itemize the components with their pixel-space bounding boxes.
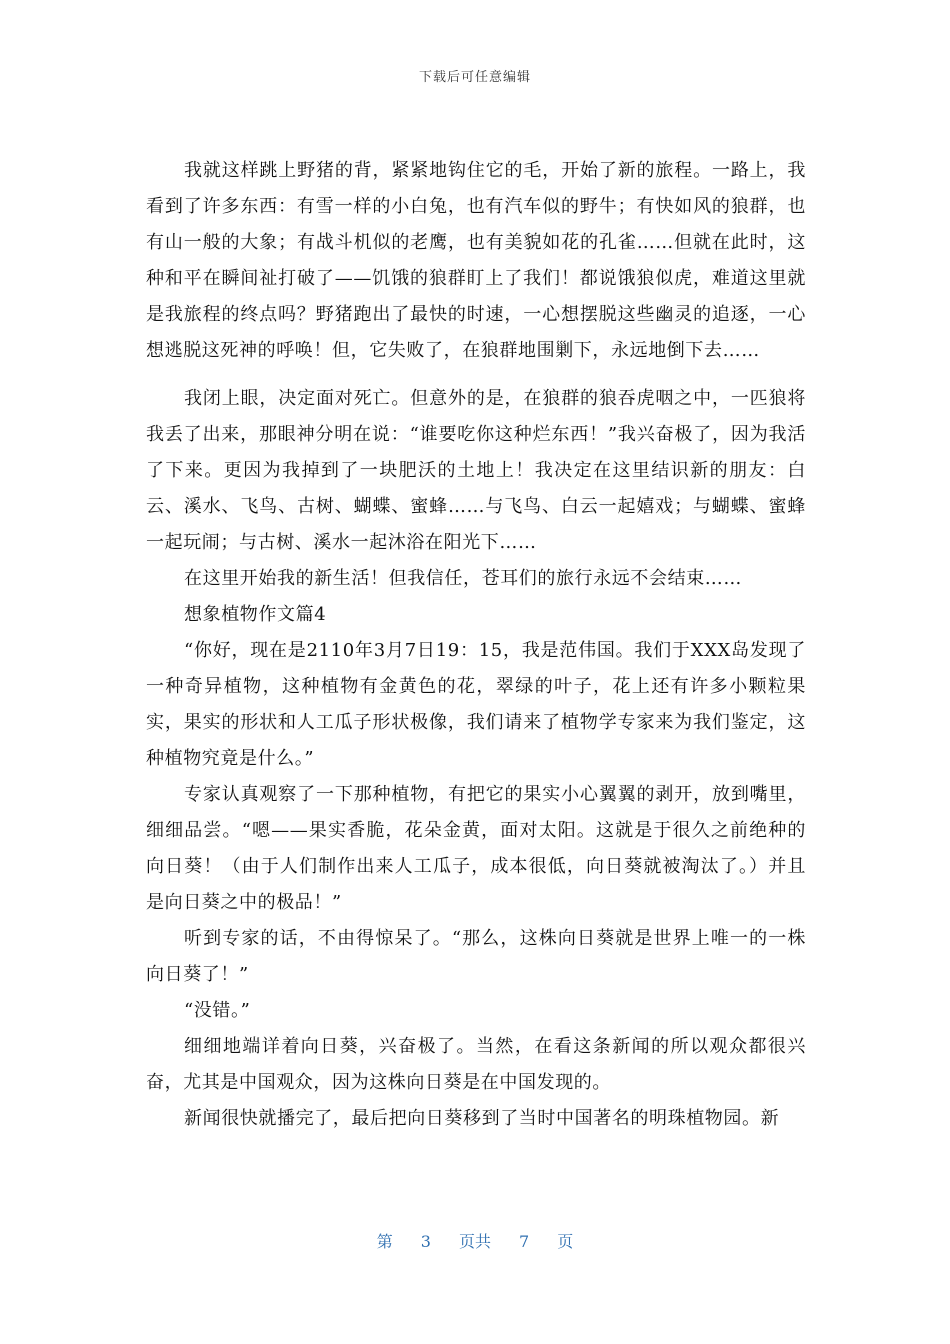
footer-suffix: 页 <box>557 1232 574 1251</box>
footer-total-pages: 7 <box>519 1232 530 1251</box>
paragraph-9: 新闻很快就播完了，最后把向日葵移到了当时中国著名的明珠植物园。新 <box>184 1108 780 1129</box>
paragraph-8: 细细地端详着向日葵，兴奋极了。当然，在看这条新闻的所以观众都很兴奋，尤其是中国观众，因为这株向日葵是在中国发现的。 <box>146 1036 806 1093</box>
page-footer <box>0 1229 950 1252</box>
paragraph-6: 听到专家的话，不由得惊呆了。“那么，这株向日葵就是世界上唯一的一株向日葵了！” <box>146 928 806 985</box>
paragraph-5: 专家认真观察了一下那种植物，有把它的果实小心翼翼的剥开，放到嘴里，细细品尝。“嗯——果实香脆，花朵金黄，面对太阳。这就是于很久之前绝种的向日葵！（由于人们制作出来人工瓜子，成本很低，向日葵就被淘汰了。）并且是向日葵之中的极品！” <box>146 784 806 913</box>
paragraph-2: 我闭上眼，决定面对死亡。但意外的是，在狼群的狼吞虎咽之中，一匹狼将我丢了出来，那眼神分明在说：“谁要吃你这种烂东西！”我兴奋极了，因为我活了下来。更因为我掉到了一块肥沃的土地上！我决定在这里结识新的朋友：白云、溪水、飞鸟、古树、蝴蝶、蜜蜂……与飞鸟、白云一起嬉戏；与蝴蝶、蜜蜂一起玩闹；与古树、溪水一起沐浴在阳光下…… <box>146 388 806 553</box>
footer-middle: 页共 <box>458 1232 491 1251</box>
footer-page-number: 3 <box>420 1232 431 1251</box>
paragraph-3: 在这里开始我的新生活！但我信任，苍耳们的旅行永远不会结束…… <box>184 568 742 589</box>
section-heading: 想象植物作文篇4 <box>184 604 327 625</box>
document-body <box>146 153 806 1137</box>
paragraph-7: “没错。” <box>184 1000 251 1021</box>
page-header: 下载后可任意编辑 <box>418 70 531 85</box>
paragraph-1: 我就这样跳上野猪的背，紧紧地钩住它的毛，开始了新的旅程。一路上，我看到了许多东西：有雪一样的小白兔，也有汽车似的野牛；有快如风的狼群，也有山一般的大象；有战斗机似的老鹰，也有美貌如花的孔雀……但就在此时，这种和平在瞬间祉打破了——饥饿的狼群盯上了我们！都说饿狼似虎，难道这里就是我旅程的终点吗？野猪跑出了最快的时速，一心想摆脱这些幽灵的追逐，一心想逃脱这死神的呼唤！但，它失败了，在狼群地围剿下，永远地倒下去…… <box>146 160 806 361</box>
footer-prefix: 第 <box>376 1232 393 1251</box>
paragraph-4: “你好，现在是2110年3月7日19：15，我是范伟国。我们于XXX岛发现了一种奇异植物，这种植物有金黄色的花，翠绿的叶子，花上还有许多小颗粒果实，果实的形状和人工瓜子形状极像，我们请来了植物学专家来为我们鉴定，这种植物究竟是什么。” <box>146 640 806 769</box>
